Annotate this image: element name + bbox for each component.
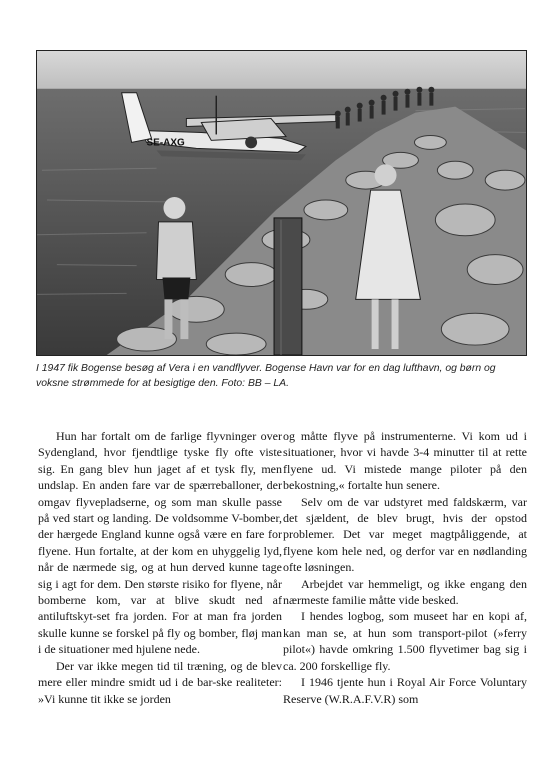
plane-registration: SE-AXG [146, 137, 185, 149]
paragraph: Selv om de var udstyret med faldskærm, var det sjældent, de blev brugt, hvis der opstod problemer. Det var meget magtpåliggende, at flyene kom hele ned, og derfor var en nødlanding ofte løsningen. [283, 494, 527, 575]
paragraph: Arbejdet var hemmeligt, og ikke engang den nærmeste familie måtte vide besked. [283, 576, 527, 608]
text-column-left [38, 428, 282, 707]
photo-illustration [37, 51, 526, 355]
text-column-right [283, 428, 527, 707]
wooden-post [274, 218, 302, 355]
paragraph: Hun har fortalt om de farlige flyvninger over Sydengland, hvor fjendtlige tyske fly ofte viste sig. En gang blev hun jaget af et tysk fly, men undslap. En anden fare var de spærreballoner, der omgav flyvepladserne, og som man skulle passe på ved start og landing. De voldsomme V-bomber, der hærgede England kunne også være en fare for flyene. Hun fortalte, at der kom en uhyggelig lyd, når de nærmede sig, og at hun derved kunne tage sig i agt for dem. Den største risiko for flyene, når bomberne kom, var at blive skudt ned af antiluftskyt-set fra jorden. For at man fra jorden skulle kunne se forskel på fly og bomber, fløj man i de situationer med hjulene nede. [38, 429, 282, 657]
paragraph: Der var ikke megen tid til træning, og de blev mere eller mindre smidt ud i de bar-ske realiteter: »Vi kunne tit ikke se jorden [38, 658, 282, 706]
photo-caption: I 1947 fik Bogense besøg af Vera i en vandflyver. Bogense Havn var for en dag lufthavn, og børn og voksne strømmede for at besigtige den. Foto: BB – LA. [36, 363, 496, 389]
sky [37, 51, 526, 91]
paragraph: I hendes logbog, som museet har en kopi af, kan man se, at hun som transport-pilot (»ferry pilot«) havde omkring 1.500 flyvetimer bag sig i ca. 200 forskellige fly. [283, 609, 527, 673]
paragraph: og måtte flyve på instrumenterne. Vi kom ud i situationer, hvor vi havde 3-4 minutter til at rette flyene ud. Vi mistede mange piloter på den bekostning,« fortalte hun senere. [283, 429, 527, 493]
harbor-seaplane-photo [36, 50, 527, 356]
paragraph: I 1946 tjente hun i Royal Air Force Voluntary Reserve (W.R.A.F.V.R) som [283, 675, 527, 706]
